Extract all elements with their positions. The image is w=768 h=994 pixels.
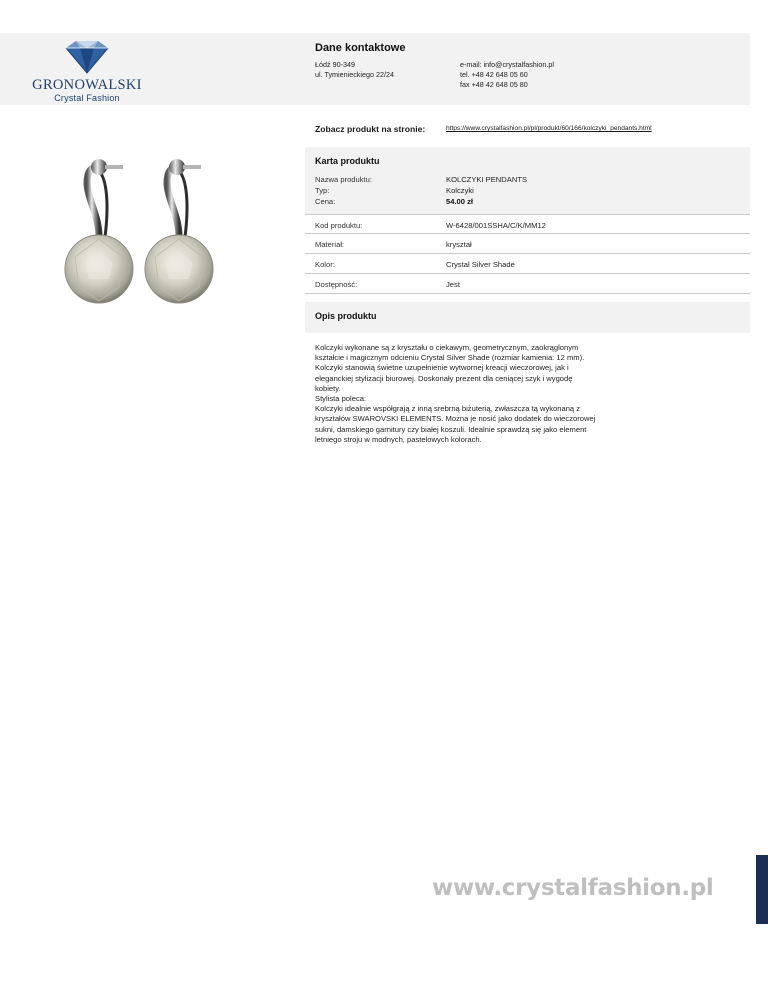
contact-comms bbox=[460, 60, 554, 90]
detail-value: Jest bbox=[446, 280, 460, 289]
product-name-value: KOLCZYKI PENDANTS bbox=[446, 175, 528, 184]
description-line: kobiety. bbox=[315, 383, 341, 393]
logo bbox=[30, 39, 170, 101]
footer-accent-bar bbox=[756, 855, 768, 924]
contact-section bbox=[305, 33, 750, 105]
product-price-row bbox=[305, 197, 750, 208]
contact-phone: tel. +48 42 648 05 60 bbox=[460, 70, 528, 79]
product-type-value: Kolczyki bbox=[446, 186, 474, 195]
product-price-value: 54.00 zł bbox=[446, 197, 474, 206]
description-line: sukni, damskiego garnitury czy białej koszuli. Idealnie sprawdzą się jako element bbox=[315, 424, 587, 434]
description-section bbox=[305, 302, 750, 333]
detail-value: Crystal Silver Shade bbox=[446, 260, 515, 269]
footer-website: www.crystalfashion.pl bbox=[432, 875, 714, 901]
contact-address bbox=[315, 60, 394, 80]
see-product-label: Zobacz produkt na stronie: bbox=[315, 124, 426, 134]
diamond-logo-icon bbox=[62, 39, 112, 75]
address-line: ul. Tymienieckiego 22/24 bbox=[315, 70, 394, 79]
detail-label: Dostępność: bbox=[315, 280, 358, 289]
see-product-row bbox=[305, 118, 750, 138]
product-name-label: Nazwa produktu: bbox=[315, 175, 372, 184]
product-type-label: Typ: bbox=[315, 186, 330, 195]
description-line: Kolczyki stanowią świetne uzupełnienie wytwornej kreacji wieczorowej, jak i bbox=[315, 363, 569, 373]
detail-value: W-6428/001SSHA/C/K/MM12 bbox=[446, 221, 546, 230]
detail-label: Materiał: bbox=[315, 240, 345, 249]
description-line: kryształów SWAROVSKI ELEMENTS. Można je nosić jako dodatek do wieczorowej bbox=[315, 414, 596, 424]
product-photo bbox=[19, 145, 305, 333]
description-line: Kolczyki wykonane są z kryształu o ciekawym, geometrycznym, zaokrąglonym bbox=[315, 343, 579, 352]
earrings-image bbox=[19, 145, 305, 333]
table-row bbox=[305, 234, 750, 254]
description-line: letniego stroju w modnych, pastelowych kolorach. bbox=[315, 434, 482, 444]
description-title: Opis produktu bbox=[315, 311, 377, 321]
description-line: Stylista poleca: bbox=[315, 394, 367, 403]
contact-fax: fax +48 42 648 05 80 bbox=[460, 80, 528, 89]
detail-value: kryształ bbox=[446, 240, 472, 249]
logo-subtitle: Crystal Fashion bbox=[54, 93, 120, 103]
product-card-title: Karta produktu bbox=[315, 156, 380, 166]
product-name-row bbox=[305, 175, 750, 186]
product-price-label: Cena: bbox=[315, 197, 336, 206]
product-url-link[interactable]: https://www.crystalfashion.pl/pl/produkt/60/166/kolczyki_pendants.html bbox=[446, 125, 652, 132]
logo-brand: GRONOWALSKI bbox=[32, 77, 142, 93]
product-details-table bbox=[305, 214, 750, 294]
table-row bbox=[305, 214, 750, 234]
logo-panel bbox=[0, 33, 305, 105]
table-row bbox=[305, 254, 750, 274]
detail-label: Kod produktu: bbox=[315, 221, 363, 230]
description-line: kształcie i magicznym odcieniu Crystal Silver Shade (rozmiar kamienia: 12 mm). bbox=[315, 353, 585, 363]
product-type-row bbox=[305, 186, 750, 197]
description-line: eleganckiej stylizacji biurowej. Doskonały prezent dla ceniącej szyk i wygodę bbox=[315, 373, 573, 383]
contact-email[interactable]: e-mail: info@crystalfashion.pl bbox=[460, 60, 554, 69]
address-line: Łódź 90-349 bbox=[315, 60, 355, 69]
table-row bbox=[305, 274, 750, 294]
description-line: Kolczyki idealnie współgrają z inną srebrną biżuterią, zwłaszcza tą wykonaną z bbox=[315, 404, 581, 414]
product-card-section bbox=[305, 147, 750, 214]
detail-label: Kolor: bbox=[315, 260, 335, 269]
contact-title: Dane kontaktowe bbox=[315, 42, 406, 54]
